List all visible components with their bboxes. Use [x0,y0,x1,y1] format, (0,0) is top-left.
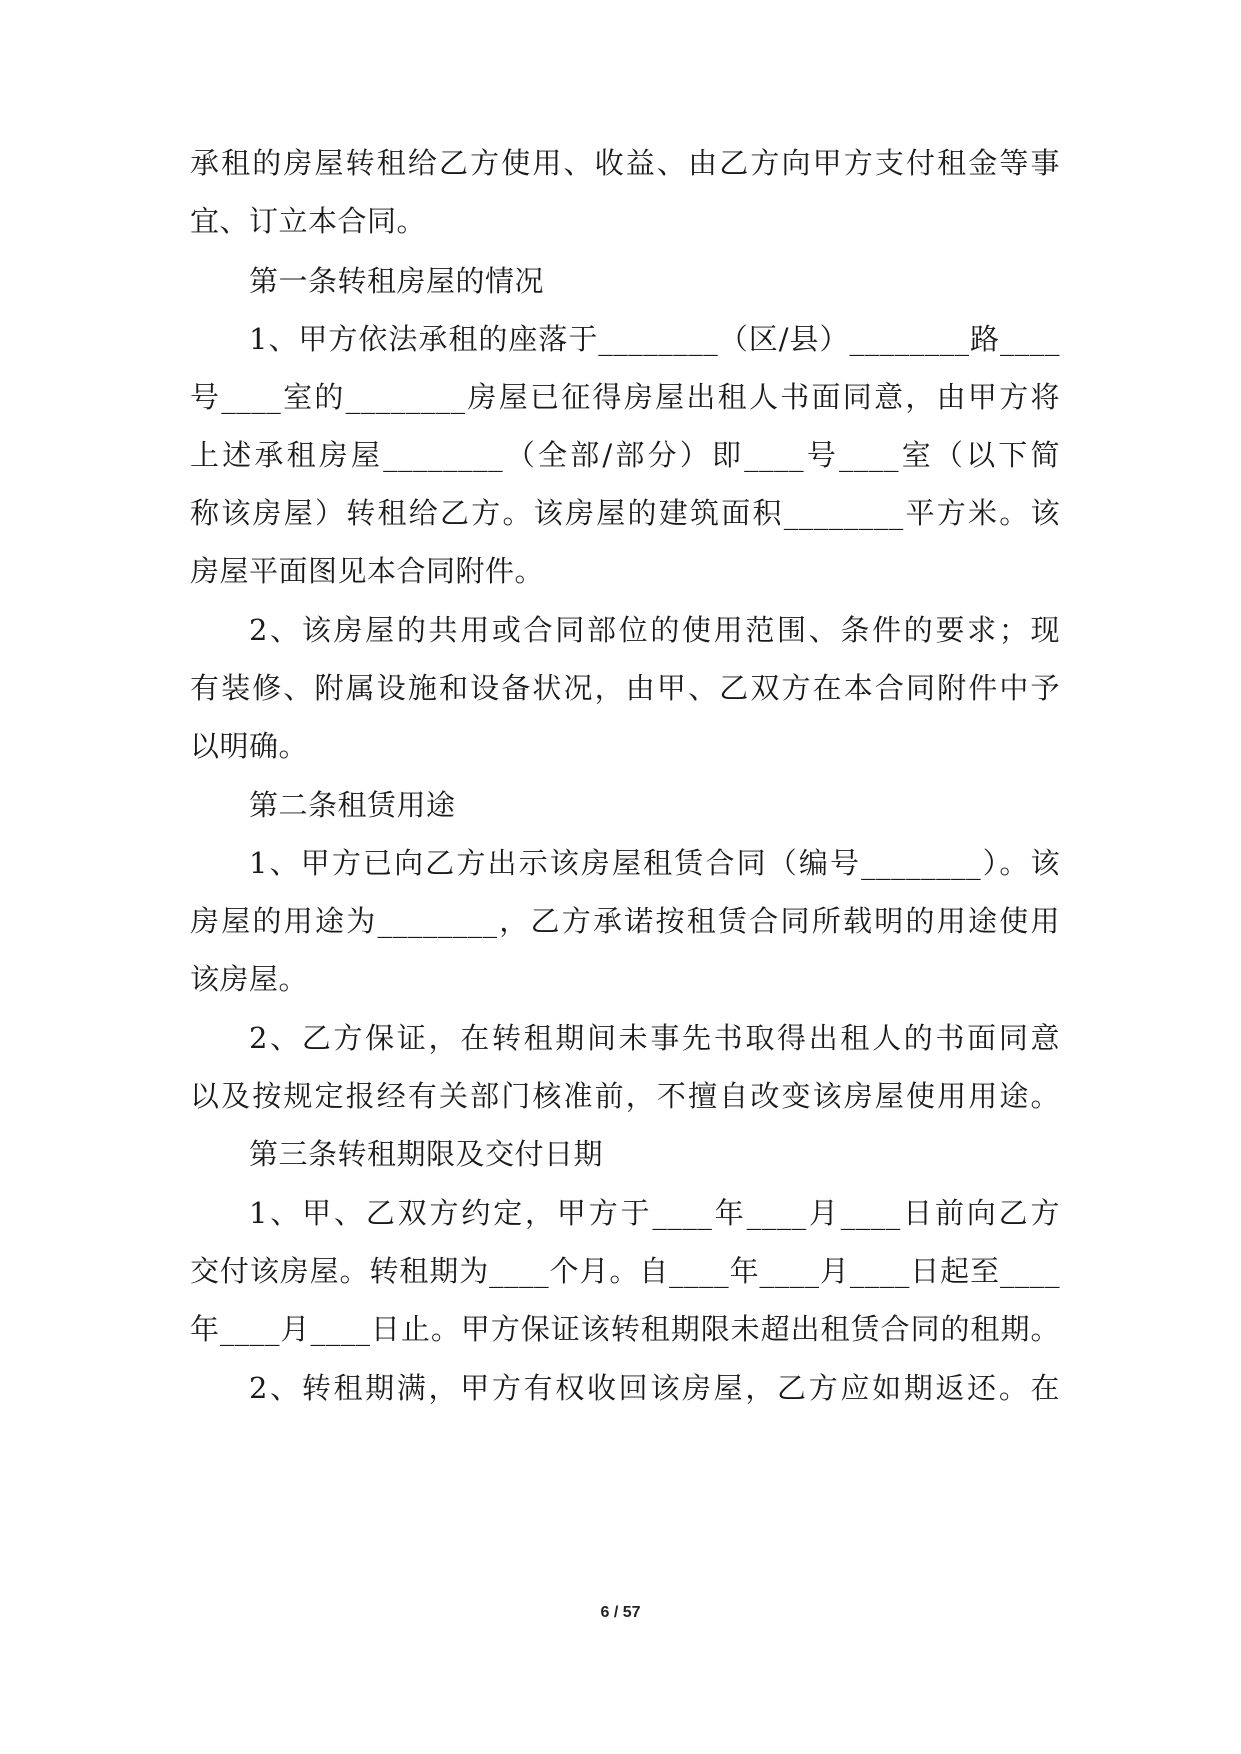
body-line: 上述承租房屋________（全部/部分）即____号____室（以下简 [190,438,1060,472]
body-line: 以及按规定报经有关部门核准前，不擅自改变该房屋使用用途。 [190,1079,1060,1113]
body-line: 1、甲方依法承租的座落于________（区/县）________路____ [249,322,1060,356]
body-line: 房屋的用途为________，乙方承诺按租赁合同所载明的用途使用 [190,904,1060,938]
page-number: 6 / 57 [600,1604,641,1621]
body-line: 号____室的________房屋已征得房屋出租人书面同意，由甲方将 [190,380,1060,414]
body-line: 2、转租期满，甲方有权收回该房屋，乙方应如期返还。在 [249,1371,1060,1405]
body-line: 宜、订立本合同。 [190,204,427,238]
body-line: 房屋平面图见本合同附件。 [190,554,545,588]
section-heading: 第一条转租房屋的情况 [249,264,545,298]
body-line: 称该房屋）转租给乙方。该房屋的建筑面积________平方米。该 [190,496,1060,530]
section-heading: 第三条转租期限及交付日期 [249,1137,604,1171]
body-line: 1、甲方已向乙方出示该房屋租赁合同（编号________）。该 [249,846,1060,880]
body-line: 承租的房屋转租给乙方使用、收益、由乙方向甲方支付租金等事 [190,146,1060,180]
section-heading: 第二条租赁用途 [249,788,456,822]
body-line: 2、乙方保证，在转租期间未事先书取得出租人的书面同意 [249,1021,1060,1055]
body-line: 有装修、附属设施和设备状况，由甲、乙双方在本合同附件中予 [190,671,1060,705]
body-line: 以明确。 [190,729,309,763]
body-line: 年____月____日止。甲方保证该转租期限未超出租赁合同的租期。 [190,1312,1060,1346]
body-line: 交付该房屋。转租期为____个月。自____年____月____日起至____ [190,1254,1060,1288]
body-line: 2、该房屋的共用或合同部位的使用范围、条件的要求；现 [249,613,1060,647]
body-line: 1、甲、乙双方约定，甲方于____年____月____日前向乙方 [249,1196,1060,1230]
body-line: 该房屋。 [190,962,309,996]
